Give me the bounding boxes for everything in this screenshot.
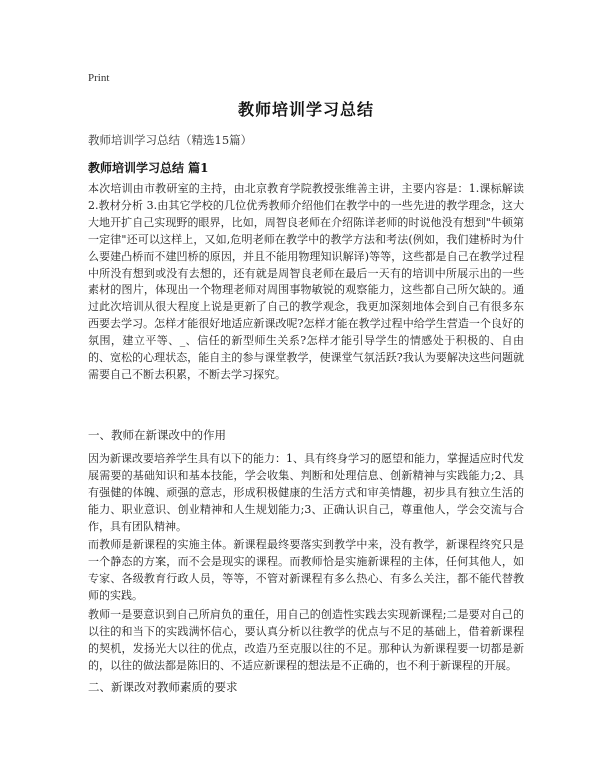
paragraph-intro: 本次培训由市教研室的主持，由北京教育学院教授张维善主讲，主要内容是：1.课标解读 2.教材分析 3.由其它学校的几位优秀教师介绍他们在教学中的一些先进的教学理念，这大大地开扩自己实现野的眼界，比如，周智良老师在介绍陈详老师的时说他没有想到"牛顿第一定律"还可以这样上，又如,危明老师在教学中的教学方法和考法(例如，我们建桥时为什么要建凸桥而不建凹桥的原因，并且不能用物理知识解译)等等，这些都是自己在教学过程中所没有想到或没有去想的，还有就是周智良老师在最后一天有的培训中所展示出的一些素材的图片，体现出一个物理老师对周围事物敏锐的观察能力，这些都自己所欠缺的。通过此次培训从很大程度上说是更新了自己的教学观念，我更加深刻地体会到自己有很多东西要去学习。怎样才能很好地适应新课改呢?怎样才能在教学过程中给学生营造一个良好的氛围，建立平等、_、信任的新型师生关系?怎样才能引导学生的情感处于积极的、自由的、宽松的心理状态，能自主的参与课堂教学，使课堂气氛活跃?我认为要解决这些问题就需要自己不断去积累，不断去学习探究。 — [88, 182, 524, 381]
subheading-teacher-role: 一、教师在新课改中的作用 — [88, 428, 226, 442]
paragraph-teacher-duty: 教师一是要意识到自己所肩负的重任，用自己的创造性实践去实现新课程;二是要对自己的以往的和当下的实践满怀信心，要认真分析以往教学的优点与不足的基础上，借着新课程的契机，发扬光大以往的优点，改造乃至克服以往的不足。那种认为新课程要一切都是新的，以往的做法都是陈旧的、不适应新课程的想法是不正确的，也不利于新课程的开展。 — [88, 608, 524, 672]
subheading-teacher-quality: 二、新课改对教师素质的要求 — [88, 680, 238, 694]
paragraph-student-abilities: 因为新课改要培养学生具有以下的能力：1、具有终身学习的愿望和能力，掌握适应时代发展需要的基础知识和基本技能，学会收集、判断和处理信息、创新精神与实践能力;2、具有强健的体魄、顽强的意志，形成积极健康的生活方式和审美情趣，初步具有独立生活的能力、职业意识、创业精神和人生规划能力;3、正确认识自己，尊重他人，学会交流与合作，具有团队精神。 — [88, 452, 524, 533]
section-heading: 教师培训学习总结 篇1 — [88, 161, 209, 175]
paragraph-teacher-subject: 而教师是新课程的实施主体。新课程最终要落实到教学中来，没有教学，新课程终究只是一个静态的方案，而不会是现实的课程。而教师恰是实施新课程的主体，任何其他人，如专家、各级教育行政人员，等等，不管对新课程有多么热心、有多么关注，都不能代替教师的实践。 — [88, 538, 524, 602]
document-title: 教师培训学习总结 — [237, 100, 374, 119]
print-link[interactable]: Print — [88, 72, 110, 84]
document-subtitle: 教师培训学习总结（精选15篇） — [88, 133, 253, 147]
